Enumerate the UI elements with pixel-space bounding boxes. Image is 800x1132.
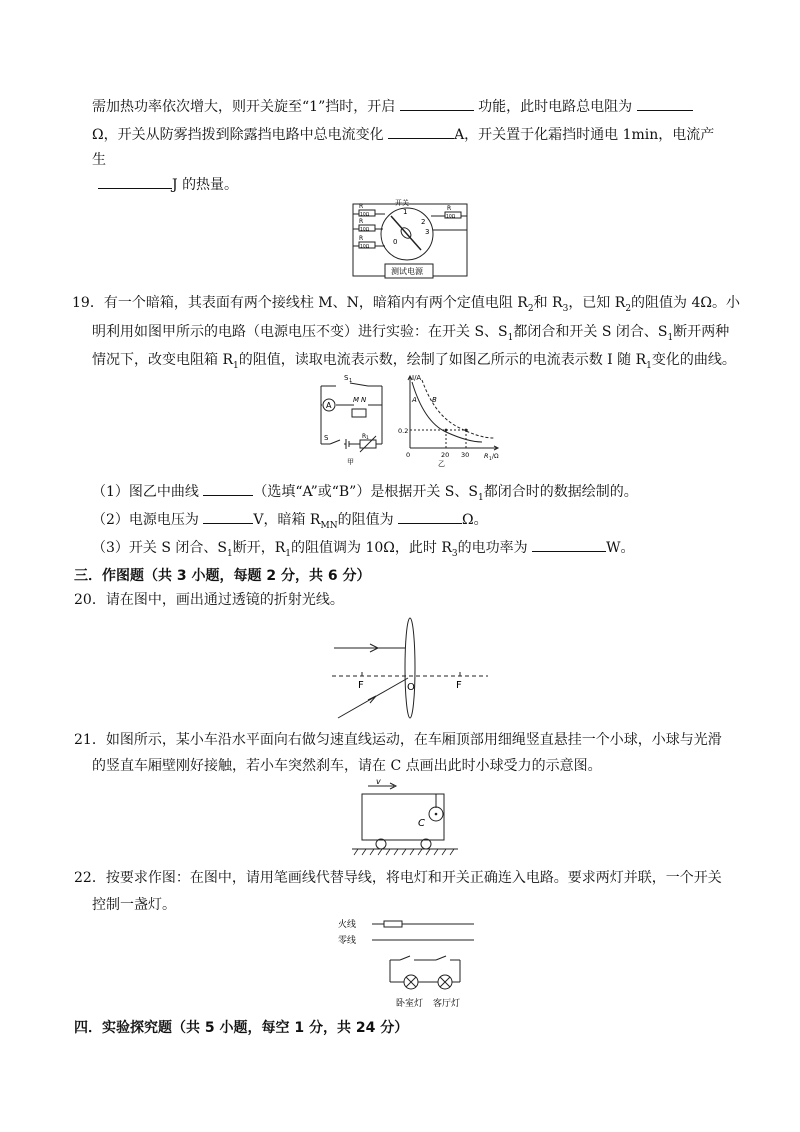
live-wire-label: 火线 [338,920,357,930]
q19-line-3: 情况下，改变电阻箱 $R_1$的阻值，读取电流表示数，绘制了如图乙所示的电流表示数 I 随 $R_1$变化的曲线。 [92,352,736,371]
position-label: 3 [425,228,430,236]
q19-line-2: 明利用如图甲所示的电路（电源电压不变）进行实验：在开关 S、$S_1$都闭合和开关 S 闭合、$S_1$断开两种 [92,324,730,343]
q20-lens-figure [330,612,490,724]
q18-line-1: 需加热功率依次增大，则开关旋至“1”挡时，开启 功能，此时电路总电阻为 [92,96,693,117]
x-tick-label: 20 [441,451,450,459]
svg-text:1: 1 [349,378,353,384]
answer-blank[interactable] [98,174,172,189]
answer-blank[interactable] [532,537,606,552]
answer-blank[interactable] [203,509,253,524]
resistor-box-label: R [362,433,367,440]
answer-blank[interactable] [388,124,454,139]
q18-circuit-figure [345,196,475,284]
resistor-label: R [359,235,364,242]
section-4-heading: 四．实验探究题（共 5 小题，每空 1 分，共 24 分） [74,1020,409,1036]
curve-b-label: B [432,396,437,404]
svg-text:1: 1 [489,457,492,462]
x-axis-label: R [484,452,489,460]
q19-part-2: （2）电源电压为 V，暗箱 $R_{MN}$的阻值为 Ω。 [92,509,488,536]
position-label: 0 [393,238,398,246]
figure-label-jia: 甲 [347,458,354,466]
svg-text:1: 1 [366,436,369,441]
x-tick-label: 0 [406,451,411,459]
terminal-n-label: N [361,396,367,404]
neutral-wire-label: 零线 [338,936,357,946]
y-tick-label: 0.2 [398,427,409,435]
x-tick-label: 30 [461,451,470,459]
bedroom-lamp-label: 卧室灯 [396,999,424,1009]
resistor-label: R [359,218,364,225]
q18-line-3: 生 [92,152,106,168]
resistor-value: 10Ω [360,227,370,233]
q22-line-2: 控制一盏灯。 [92,897,176,913]
living-room-lamp-label: 客厅灯 [433,999,461,1009]
position-label: 2 [421,218,426,226]
svg-text:A: A [326,401,332,410]
q19-circuit-a [316,372,396,468]
y-axis-label: I/A [412,374,422,382]
q19-graph-b [398,372,510,468]
switch-label: 开关 [395,199,409,207]
point-c-label: C [418,818,425,829]
q22-line-1: 22．按要求作图：在图中，请用笔画线代替导线，将电灯和开关正确连入电路。要求两灯并联，一个开关 [74,870,722,886]
resistor-label: R [359,203,364,210]
switch-s1-label: S [344,374,349,382]
resistor-label: R [447,205,452,212]
focus-right-label: F [456,680,462,691]
svg-text:/Ω: /Ω [492,453,499,460]
optical-center-label: O [407,682,415,693]
position-label: 1 [403,208,408,216]
velocity-label: v [376,777,381,786]
resistor-value: 10Ω [360,244,370,250]
answer-blank[interactable] [203,481,253,496]
q19-line-1: 19．有一个暗箱，其表面有两个接线柱 M、N，暗箱内有两个定值电阻 $R_2$和 $R_3$，已知 $R_2$的阻值为 4Ω。小 [72,295,741,314]
terminal-m-label: M [353,396,360,404]
q20-text: 20．请在图中，画出通过透镜的折射光线。 [74,592,344,608]
resistor-value: 10Ω [446,214,456,220]
resistor-value: 10Ω [360,212,370,218]
q19-part-3: （3）开关 S 闭合、$S_1$断开，$R_1$的阻值调为 10Ω，此时 $R_3$的电功率为 W。 [92,537,634,564]
switch-s-label: S [324,434,329,442]
focus-left-label: F [358,680,364,691]
test-source-label: 测试电源 [391,267,423,276]
q21-line-2: 的竖直车厢壁刚好接触，若小车突然刹车，请在 C 点画出此时小球受力的示意图。 [92,758,602,774]
q18-line-2: Ω，开关从防雾挡拨到除露挡电路中总电流变化 A，开关置于化霜挡时通电 1min，电流产 [92,124,714,145]
answer-blank[interactable] [637,96,693,111]
answer-blank[interactable] [398,509,462,524]
curve-a-label: A [412,396,417,404]
figure-label-yi: 乙 [438,460,445,468]
q18-line-4: J 的热量。 [98,174,238,195]
answer-blank[interactable] [400,96,474,111]
q21-car-figure [350,776,460,856]
section-3-heading: 三．作图题（共 3 小题，每题 2 分，共 6 分） [74,568,371,584]
q22-circuit-figure [336,916,476,1010]
q19-part-1: （1）图乙中曲线 （选填“A”或“B”）是根据开关 S、$S_1$都闭合时的数据绘制的。 [92,481,638,508]
q21-line-1: 21．如图所示，某小车沿水平面向右做匀速直线运动，在车厢顶部用细绳竖直悬挂一个小球，小球与光滑 [74,732,722,748]
